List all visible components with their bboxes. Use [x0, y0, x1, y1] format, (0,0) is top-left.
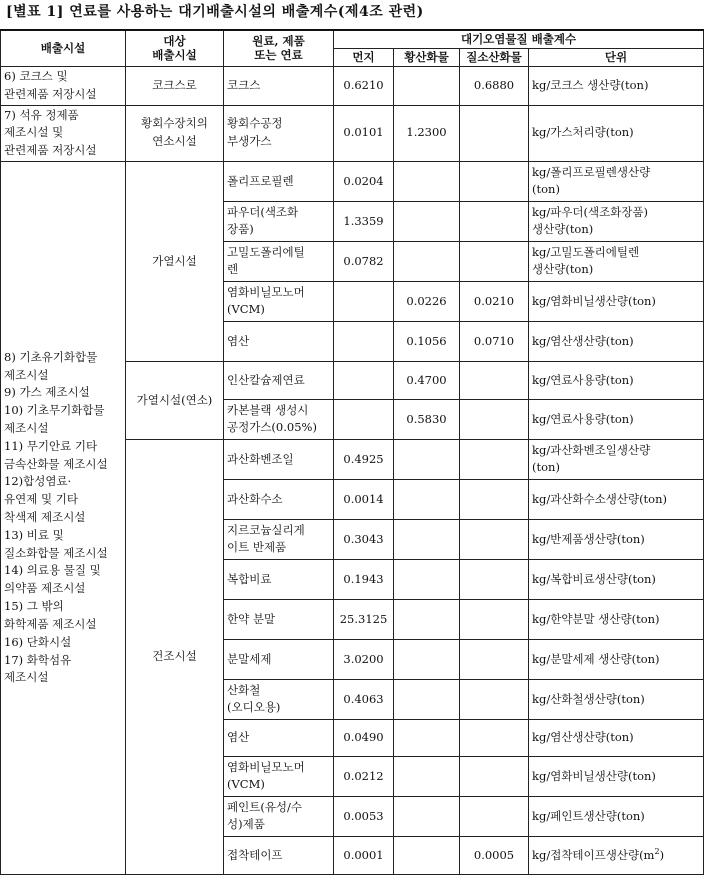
header-dust: 먼지 [334, 48, 394, 66]
nox-cell [460, 796, 529, 836]
fuel-cell: 염화비닐모노머 (VCM) [224, 281, 334, 321]
sox-cell [394, 719, 460, 756]
target-heating-combustion-cell: 가열시설(연소) [126, 361, 224, 439]
nox-cell [460, 439, 529, 479]
fuel-cell: 염화비닐모노머 (VCM) [224, 756, 334, 796]
unit-cell: kg/과산화벤조일생산량 (ton) [529, 439, 704, 479]
sox-cell: 0.0226 [394, 281, 460, 321]
sox-cell [394, 599, 460, 639]
dust-cell: 0.4925 [334, 439, 394, 479]
nox-cell [460, 679, 529, 719]
dust-cell: 0.0490 [334, 719, 394, 756]
table-row [1, 161, 704, 201]
sox-cell [394, 201, 460, 241]
dust-cell: 0.6210 [334, 66, 394, 105]
facility-cell: 7) 석유 정제품 제조시설 및 관련제품 저장시설 [1, 105, 126, 161]
dust-cell: 0.4063 [334, 679, 394, 719]
unit-cell: kg/연료사용량(ton) [529, 361, 704, 399]
sox-cell [394, 439, 460, 479]
fuel-cell: 코크스 [224, 66, 334, 105]
fuel-cell: 염산 [224, 719, 334, 756]
unit-cell: kg/고밀도폴리에틸렌 생산량(ton) [529, 241, 704, 281]
nox-cell [460, 201, 529, 241]
dust-cell [334, 361, 394, 399]
sox-cell: 1.2300 [394, 105, 460, 161]
header-target: 대상 배출시설 [126, 30, 224, 66]
nox-cell [460, 105, 529, 161]
target-heating-cell: 가열시설 [126, 161, 224, 361]
header-nox: 질소산화물 [460, 48, 529, 66]
dust-cell [334, 321, 394, 361]
nox-cell [460, 361, 529, 399]
table-row [1, 105, 704, 161]
fuel-cell: 고밀도폴리에틸 렌 [224, 241, 334, 281]
fuel-cell: 과산화수소 [224, 479, 334, 519]
nox-cell [460, 719, 529, 756]
nox-cell [460, 756, 529, 796]
table-row [1, 66, 704, 105]
nox-cell [460, 639, 529, 679]
sox-cell: 0.1056 [394, 321, 460, 361]
unit-cell: kg/폴리프로필렌생산량 (ton) [529, 161, 704, 201]
fuel-cell: 염산 [224, 321, 334, 361]
sox-cell [394, 679, 460, 719]
unit-cell: kg/페인트생산량(ton) [529, 796, 704, 836]
dust-cell: 3.0200 [334, 639, 394, 679]
nox-cell [460, 399, 529, 439]
unit-cell: kg/한약분말 생산량(ton) [529, 599, 704, 639]
dust-cell: 0.0212 [334, 756, 394, 796]
sox-cell [394, 479, 460, 519]
dust-cell: 0.0053 [334, 796, 394, 836]
nox-cell: 0.0005 [460, 836, 529, 874]
fuel-cell: 과산화벤조일 [224, 439, 334, 479]
sox-cell [394, 241, 460, 281]
dust-cell: 0.0014 [334, 479, 394, 519]
sox-cell [394, 559, 460, 599]
dust-cell: 1.3359 [334, 201, 394, 241]
dust-cell [334, 399, 394, 439]
nox-cell: 0.6880 [460, 66, 529, 105]
dust-cell: 0.0204 [334, 161, 394, 201]
nox-cell [460, 599, 529, 639]
dust-cell [334, 281, 394, 321]
dust-cell: 0.1943 [334, 559, 394, 599]
fuel-cell: 황회수공정 부생가스 [224, 105, 334, 161]
fuel-cell: 파우더(색조화 장품) [224, 201, 334, 241]
page-title: [별표 1] 연료를 사용하는 대기배출시설의 배출계수(제4조 관련) [6, 4, 424, 20]
nox-cell [460, 161, 529, 201]
unit-cell: kg/반제품생산량(ton) [529, 519, 704, 559]
sox-cell: 0.5830 [394, 399, 460, 439]
sox-cell: 0.4700 [394, 361, 460, 399]
fuel-cell: 한약 분말 [224, 599, 334, 639]
facility-cell: 6) 코크스 및 관련제품 저장시설 [1, 66, 126, 105]
nox-cell [460, 559, 529, 599]
header-fuel: 원료, 제품 또는 연료 [224, 30, 334, 66]
dust-cell: 0.0782 [334, 241, 394, 281]
nox-cell: 0.0210 [460, 281, 529, 321]
nox-cell [460, 519, 529, 559]
unit-cell: kg/코크스 생산량(ton) [529, 66, 704, 105]
fuel-cell: 인산칼슘제연료 [224, 361, 334, 399]
sox-cell [394, 161, 460, 201]
header-sox: 황산화물 [394, 48, 460, 66]
sox-cell [394, 66, 460, 105]
sox-cell [394, 519, 460, 559]
dust-cell: 0.0101 [334, 105, 394, 161]
unit-cell: kg/파우더(색조화장품) 생산량(ton) [529, 201, 704, 241]
fuel-cell: 산화철 (오디오용) [224, 679, 334, 719]
fuel-cell: 지르코늄실리게 이트 반제품 [224, 519, 334, 559]
unit-cell: kg/가스처리량(ton) [529, 105, 704, 161]
unit-cell: kg/분말세제 생산량(ton) [529, 639, 704, 679]
sox-cell [394, 796, 460, 836]
nox-cell: 0.0710 [460, 321, 529, 361]
fuel-cell: 분말세제 [224, 639, 334, 679]
unit-cell: kg/염산생산량(ton) [529, 321, 704, 361]
emission-factor-table [0, 29, 704, 875]
unit-cell: kg/염산생산량(ton) [529, 719, 704, 756]
unit-cell: kg/염화비닐생산량(ton) [529, 756, 704, 796]
fuel-cell: 페인트(유성/수 성)제품 [224, 796, 334, 836]
unit-cell: kg/산화철생산량(ton) [529, 679, 704, 719]
fuel-cell: 복합비료 [224, 559, 334, 599]
dust-cell: 0.0001 [334, 836, 394, 874]
unit-cell: kg/과산화수소생산량(ton) [529, 479, 704, 519]
sox-cell [394, 836, 460, 874]
target-cell: 코크스로 [126, 66, 224, 105]
header-unit: 단위 [529, 48, 704, 66]
fuel-cell: 폴리프로필렌 [224, 161, 334, 201]
facility-group-cell: 8) 기초유기화합물 제조시설 9) 가스 제조시설 10) 기초무기화합물 제조시설 11) 무기안료 기타 금속산화물 제조시설 12)합성염료· 유연제 및 기타 착색제 제조시설 13) 비료 및 질소화합물 제조시설 14) 의료용 물질 및 의약품 제조시설 15) 그 밖의 화학제품 제조시설 16) 단화시설 17) 화학섬유 제조시설 [1, 161, 126, 874]
fuel-cell: 카본블랙 생성시 공정가스(0.05%) [224, 399, 334, 439]
target-drying-cell: 건조시설 [126, 439, 224, 874]
fuel-cell: 접착테이프 [224, 836, 334, 874]
sox-cell [394, 639, 460, 679]
unit-cell: kg/접착테이프생산량$(m^2)$ [529, 836, 704, 874]
nox-cell [460, 241, 529, 281]
unit-cell: kg/염화비닐생산량(ton) [529, 281, 704, 321]
dust-cell: 0.3043 [334, 519, 394, 559]
unit-cell: kg/복합비료생산량(ton) [529, 559, 704, 599]
nox-cell [460, 479, 529, 519]
dust-cell: 25.3125 [334, 599, 394, 639]
sox-cell [394, 756, 460, 796]
header-facility: 배출시설 [1, 30, 126, 66]
target-cell: 황회수장치의 연소시설 [126, 105, 224, 161]
unit-cell: kg/연료사용량(ton) [529, 399, 704, 439]
header-pollutant-group: 대기오염물질 배출계수 [334, 30, 704, 48]
